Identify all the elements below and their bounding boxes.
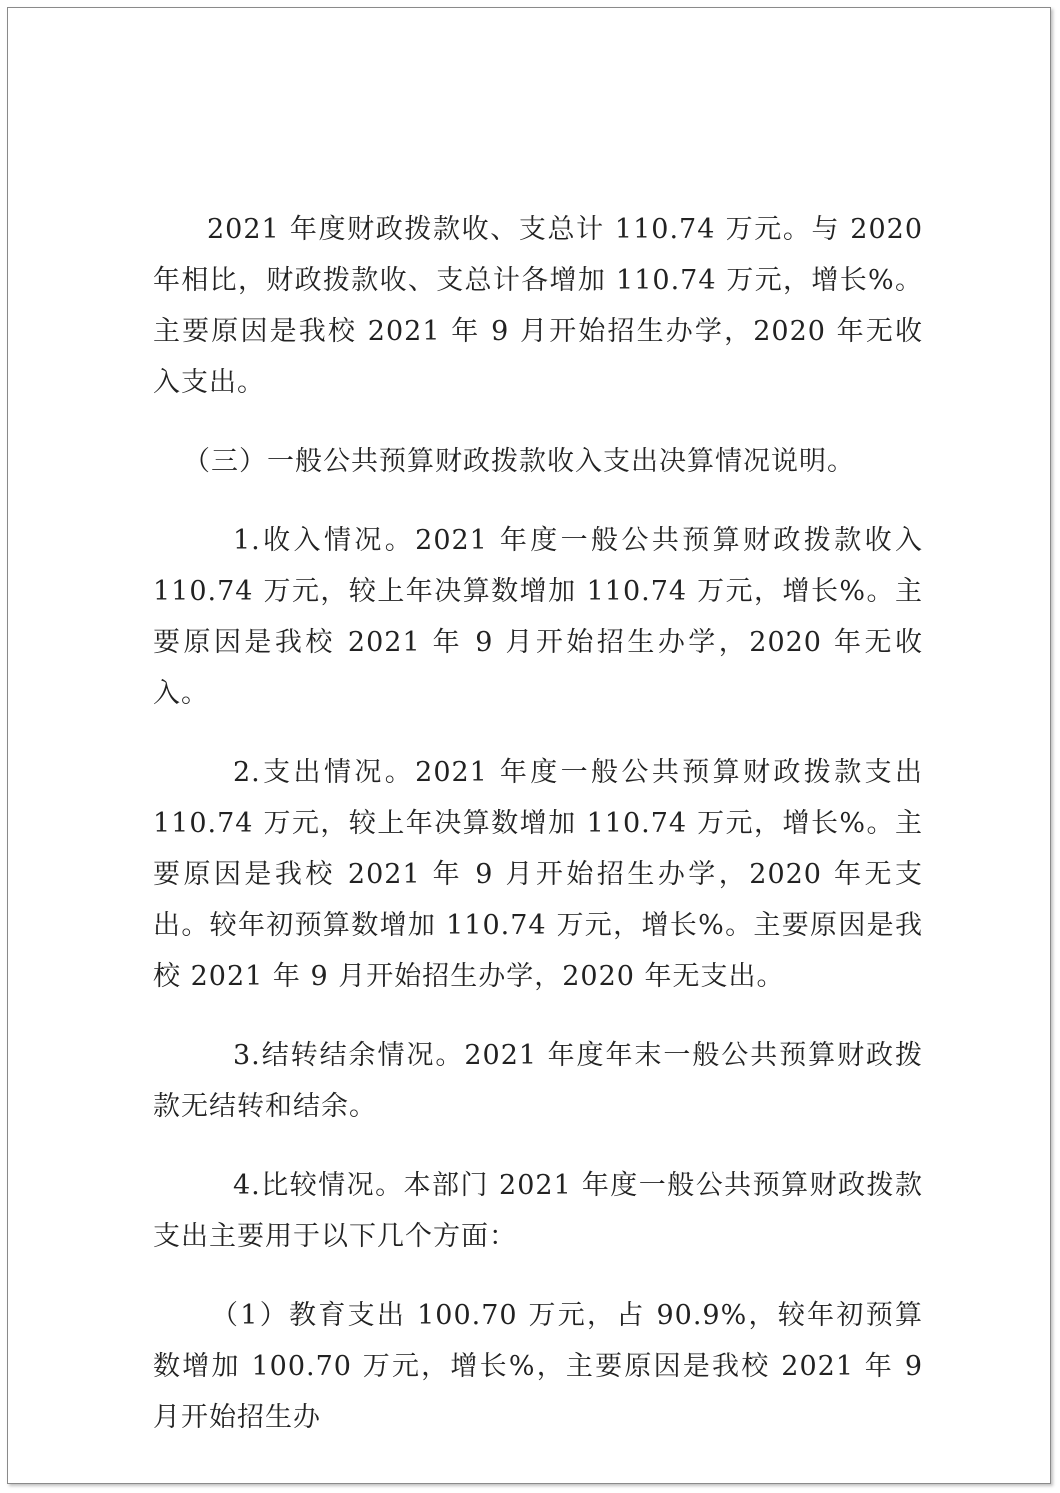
document-body — [153, 204, 923, 1471]
document-page — [7, 7, 1051, 1484]
paragraph-carryover: 3.结转结余情况。2021 年度年末一般公共预算财政拨款无结转和结余。 — [153, 1040, 923, 1122]
paragraph-education-expense: （1）教育支出 100.70 万元，占 90.9%，较年初预算数增加 100.70 万元，增长%，主要原因是我校 2021 年 9 月开始招生办 — [153, 1300, 923, 1433]
paragraph-comparison: 4.比较情况。本部门 2021 年度一般公共预算财政拨款支出主要用于以下几个方面： — [153, 1170, 923, 1252]
section-heading-general-budget: （三）一般公共预算财政拨款收入支出决算情况说明。 — [183, 446, 855, 477]
paragraph-income: 1.收入情况。2021 年度一般公共预算财政拨款收入 110.74 万元，较上年决算数增加 110.74 万元，增长%。主要原因是我校 2021 年 9 月开始招生办学，2020 年无收入。 — [153, 525, 923, 709]
paragraph-fiscal-total: 2021 年度财政拨款收、支总计 110.74 万元。与 2020 年相比，财政拨款收、支总计各增加 110.74 万元，增长%。主要原因是我校 2021 年 9 月开始招生办学，2020 年无收入支出。 — [153, 214, 923, 398]
paragraph-expenditure: 2.支出情况。2021 年度一般公共预算财政拨款支出 110.74 万元，较上年决算数增加 110.74 万元，增长%。主要原因是我校 2021 年 9 月开始招生办学，2020 年无支出。较年初预算数增加 110.74 万元，增长%。主要原因是我校 2021 年 9 月开始招生办学，2020 年无支出。 — [153, 757, 923, 992]
